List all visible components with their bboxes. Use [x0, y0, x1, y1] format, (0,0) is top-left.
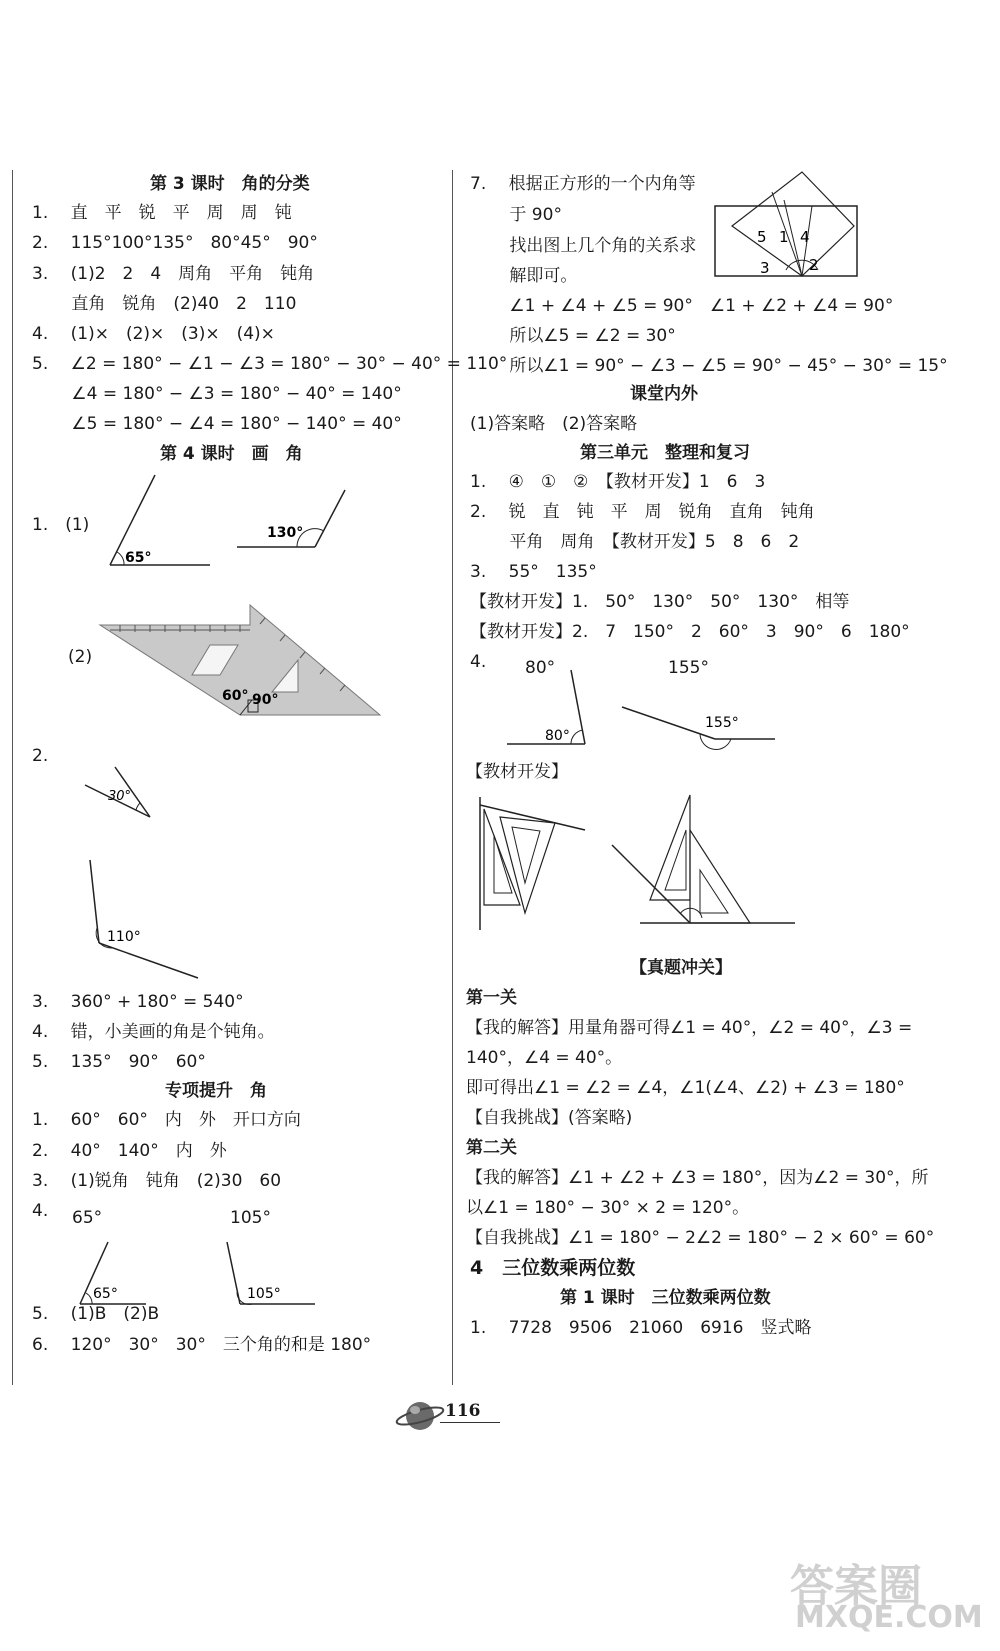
answer-line: 1. 直 平 锐 平 周 周 钝 — [32, 203, 292, 223]
angle-155-figure — [620, 703, 780, 743]
answer-line: 所以∠1 = 90° − ∠3 − ∠5 = 90° − 45° − 30° = 15° — [470, 356, 948, 376]
angle-label: 130° — [267, 525, 304, 541]
answer-line: 【我的解答】∠1 + ∠2 + ∠3 = 180°，因为∠2 = 30°，所 — [466, 1168, 929, 1188]
answer-line: 5. ∠2 = 180° − ∠1 − ∠3 = 180° − 30° − 40° = 110° — [32, 354, 508, 374]
angle-label: 90° — [252, 692, 279, 708]
left-margin-rule — [12, 170, 13, 1385]
angle-30-figure — [80, 765, 170, 825]
question-label: (2) — [68, 647, 93, 667]
page-number-underline — [440, 1422, 500, 1423]
answer-line: 直角 锐角 (2)40 2 110 — [32, 294, 297, 314]
set-square-figure-2 — [610, 790, 800, 930]
angle-caption: 155° — [668, 658, 709, 678]
answer-line: 【教材开发】2. 7 150° 2 60° 3 90° 6 180° — [470, 622, 910, 642]
angle-label: 60° — [222, 688, 249, 704]
square-angles-figure — [712, 170, 872, 280]
answer-line: 【教材开发】1. 50° 130° 50° 130° 相等 — [470, 592, 850, 612]
angle-label: 30° — [108, 789, 132, 804]
angle-caption: 105° — [230, 1208, 271, 1228]
answer-line: 3. 55° 135° — [470, 562, 597, 582]
unit4-subheading: 第 1 课时 三位数乘两位数 — [560, 1288, 771, 1308]
answer-line: ∠1 + ∠4 + ∠5 = 90° ∠1 + ∠2 + ∠4 = 90° — [470, 296, 894, 316]
question-label: 2. — [32, 746, 49, 766]
planet-icon — [398, 1398, 448, 1434]
answer-line: 5. 135° 90° 60° — [32, 1052, 206, 1072]
answer-line: 140°，∠4 = 40°。 — [466, 1048, 623, 1068]
answer-line: 平角 周角 【教材开发】5 8 6 2 — [470, 532, 800, 552]
section-heading-unit3: 第三单元 整理和复习 — [580, 443, 750, 463]
answer-line: 4. (1)× (2)× (3)× (4)× — [32, 324, 275, 344]
answer-line: 【自我挑战】(答案略) — [466, 1108, 633, 1128]
question-label: 4. — [470, 652, 487, 672]
angle-caption: 65° — [72, 1208, 103, 1228]
question-label: 4. — [32, 1201, 49, 1221]
angle-label: 3 — [760, 259, 770, 277]
answer-line: 即可得出∠1 = ∠2 = ∠4，∠1(∠4、∠2) + ∠3 = 180° — [466, 1078, 905, 1098]
angle-label: 155° — [705, 715, 739, 731]
angle-80-figure — [505, 668, 615, 748]
answer-line: 所以∠5 = ∠2 = 30° — [470, 326, 676, 346]
unit4-heading: 4 三位数乘两位数 — [470, 1257, 636, 1279]
watermark-logo-text: 答案圈 — [790, 1561, 922, 1612]
answer-line: ∠5 = 180° − ∠4 = 180° − 140° = 40° — [32, 414, 402, 434]
answer-line: 6. 120° 30° 30° 三个角的和是 180° — [32, 1335, 372, 1355]
answer-line: 【我的解答】用量角器可得∠1 = 40°，∠2 = 40°，∠3 = — [466, 1018, 913, 1038]
watermark-url: MXQE.COM — [795, 1600, 983, 1635]
angle-label: 110° — [107, 929, 141, 945]
section-heading-lesson3: 第 3 课时 角的分类 — [150, 174, 310, 194]
angle-label: 5 — [757, 228, 767, 246]
section-heading-lesson4: 第 4 课时 画 角 — [160, 444, 303, 464]
answer-line: 3. (1)锐角 钝角 (2)30 60 — [32, 1171, 282, 1191]
angle-130-figure — [235, 485, 355, 555]
set-square-ruler-figure — [100, 600, 390, 720]
answer-line: 于 90° — [470, 205, 562, 225]
material-dev-label: 【教材开发】 — [466, 762, 568, 782]
answer-line: 2. 锐 直 钝 平 周 锐角 直角 钝角 — [470, 502, 815, 522]
answer-line: 3. (1)2 2 4 周角 平角 钝角 — [32, 264, 315, 284]
page-number: 116 — [445, 1401, 481, 1421]
answer-line: 1. 7728 9506 21060 6916 竖式略 — [470, 1318, 812, 1338]
angle-65-figure — [100, 470, 220, 570]
answer-line: 【自我挑战】∠1 = 180° − 2∠2 = 180° − 2 × 60° = 60° — [466, 1228, 935, 1248]
section-heading-special: 专项提升 角 — [165, 1081, 267, 1101]
level-label: 第一关 — [466, 988, 517, 1008]
answer-line: (1)答案略 (2)答案略 — [470, 414, 638, 434]
angle-label: 65° — [125, 550, 152, 566]
angle-label: 105° — [247, 1286, 281, 1302]
angle-label: 1 — [779, 228, 789, 246]
angle-65-small-figure — [78, 1240, 188, 1310]
answer-line: 2. 40° 140° 内 外 — [32, 1141, 227, 1161]
angle-label: 65° — [93, 1286, 118, 1302]
angle-label: 80° — [545, 728, 570, 744]
answer-line: 1. ④ ① ② 【教材开发】1 6 3 — [470, 472, 766, 492]
angle-label: 2 — [809, 256, 819, 274]
answer-line: 5. (1)B (2)B — [32, 1304, 160, 1324]
angle-105-small-figure — [225, 1240, 335, 1310]
answer-line: 7. 根据正方形的一个内角等 — [470, 174, 696, 194]
section-heading-exam: 【真题冲关】 — [630, 958, 732, 978]
angle-label: 4 — [800, 228, 810, 246]
answer-line: 4. 错，小美画的角是个钝角。 — [32, 1022, 275, 1042]
answer-line: 解即可。 — [470, 266, 578, 286]
answer-line: 找出图上几个角的关系求 — [470, 236, 697, 256]
answer-line: 3. 360° + 180° = 540° — [32, 992, 244, 1012]
angle-caption: 80° — [525, 658, 556, 678]
question-label: 1. (1) — [32, 515, 90, 535]
set-square-figure-1 — [470, 795, 600, 935]
answer-line: 1. 60° 60° 内 外 开口方向 — [32, 1110, 301, 1130]
column-divider — [452, 170, 453, 1385]
answer-line: ∠4 = 180° − ∠3 = 180° − 40° = 140° — [32, 384, 402, 404]
section-heading-ktnw: 课堂内外 — [630, 384, 698, 404]
angle-110-figure — [85, 858, 205, 998]
answer-line: 2. 115°100°135° 80°45° 90° — [32, 233, 318, 253]
answer-line: 以∠1 = 180° − 30° × 2 = 120°。 — [466, 1198, 750, 1218]
level-label: 第二关 — [466, 1138, 517, 1158]
